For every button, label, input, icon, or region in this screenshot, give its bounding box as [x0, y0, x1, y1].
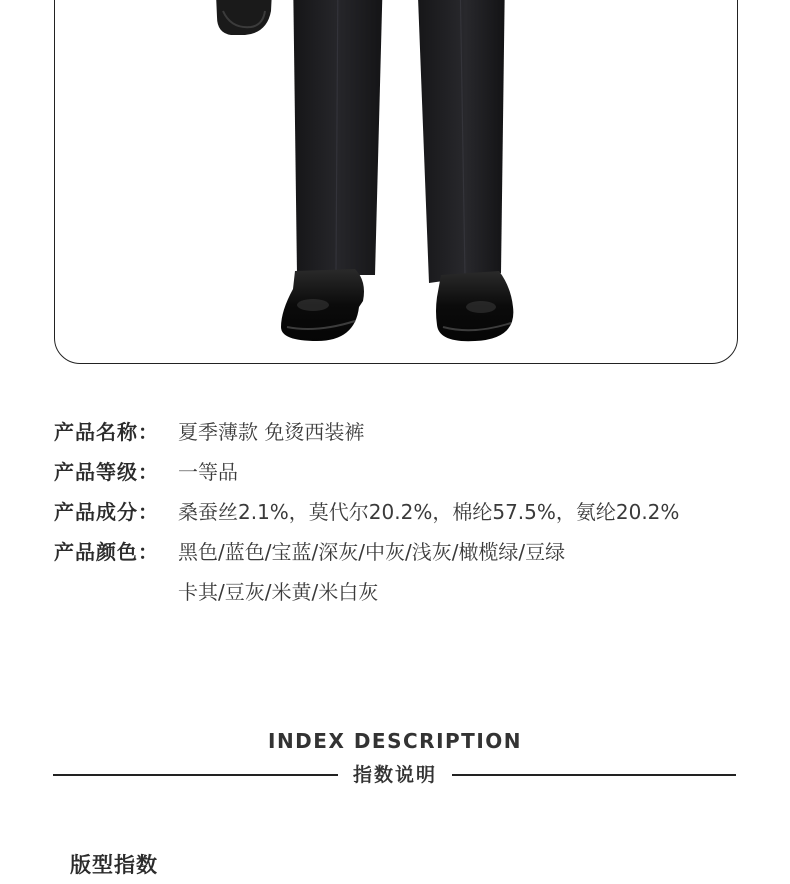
spec-row-composition — [54, 492, 754, 532]
trousers-and-shoes-photo — [55, 0, 737, 363]
spec-row-grade — [54, 452, 754, 492]
product-photo-card — [54, 0, 738, 364]
fit-index-heading: 版型指数 — [70, 853, 158, 877]
spec-label: 产品颜色： — [54, 540, 159, 564]
spec-row-colors — [54, 532, 754, 572]
index-description-header — [0, 726, 790, 792]
spec-value: 一等品 — [178, 460, 238, 484]
section-title-zh: 指数说明 — [352, 764, 437, 786]
spec-label: 产品等级： — [54, 460, 159, 484]
product-specs — [54, 412, 754, 612]
spec-value: 夏季薄款 免烫西装裤 — [178, 420, 365, 444]
right-shoe-icon — [436, 271, 513, 341]
left-shoe-icon — [281, 269, 364, 341]
section-subtitle-row — [0, 758, 790, 792]
spec-value: 黑色/蓝色/宝蓝/深灰/中灰/浅灰/橄榄绿/豆绿 — [178, 540, 566, 564]
briefcase-icon — [215, 0, 273, 35]
spec-label: 产品成分： — [54, 500, 159, 524]
divider-left — [53, 774, 338, 776]
spec-label: 产品名称： — [54, 420, 159, 444]
spec-value: 卡其/豆灰/米黄/米白灰 — [178, 580, 379, 604]
section-title-en: INDEX DESCRIPTION — [268, 729, 522, 753]
spec-row-colors-continued — [54, 572, 754, 612]
divider-right — [452, 774, 736, 776]
spec-row-name — [54, 412, 754, 452]
spec-value: 桑蚕丝2.1%，莫代尔20.2%，棉纶57.5%，氨纶20.2% — [178, 500, 680, 524]
